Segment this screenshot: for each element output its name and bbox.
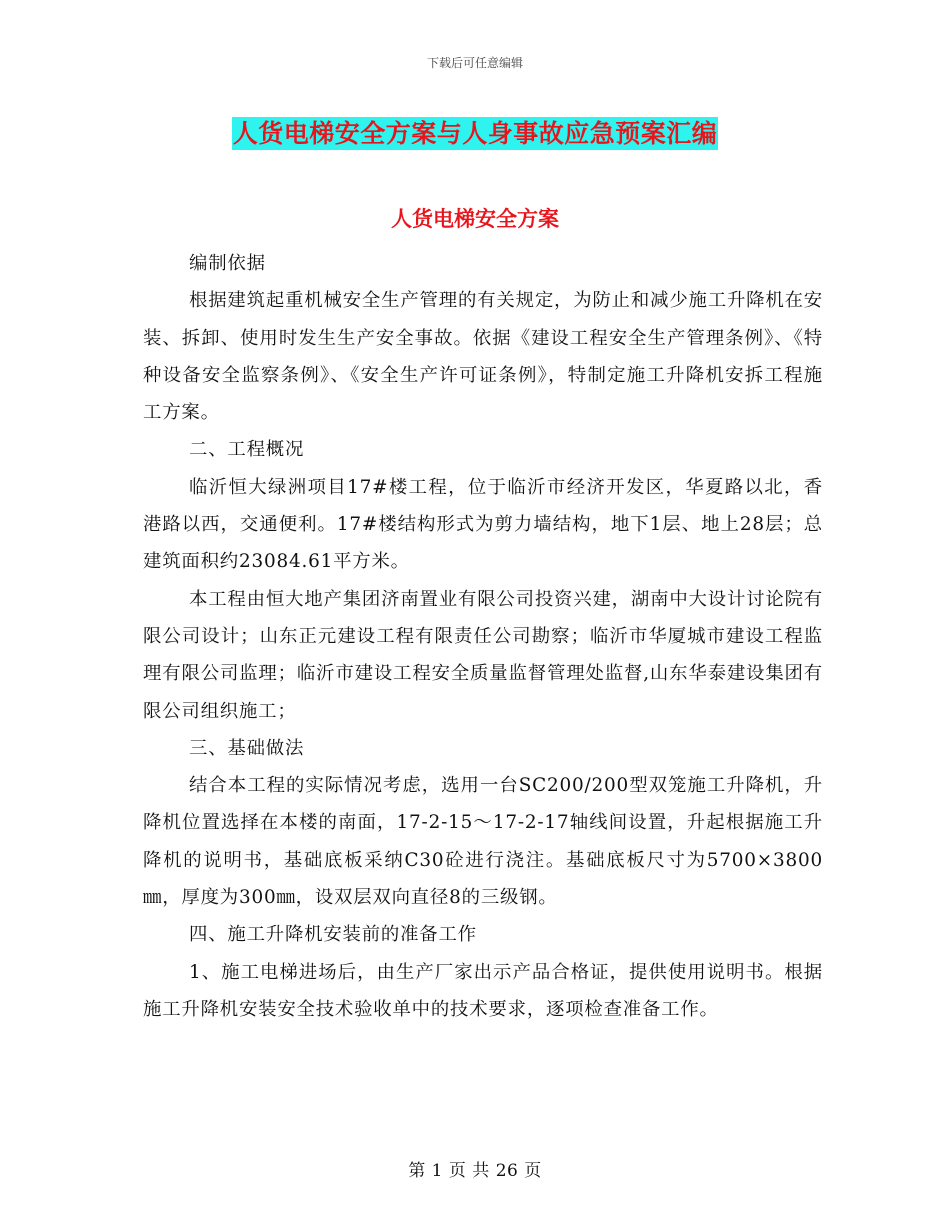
- paragraph-overview-heading: 二、工程概况: [189, 439, 305, 461]
- main-title: [0, 112, 950, 150]
- paragraph-basis-heading: 编制依据: [189, 253, 266, 274]
- paragraph-preparation-heading: 四、施工升降机安装前的准备工作: [189, 924, 477, 946]
- paragraph-parties: 本工程由恒大地产集团济南置业有限公司投资兴建，湖南中大设计讨论院有限公司设计；山东正元建设工程有限责任公司勘察；临沂市华厦城市建设工程监理有限公司监理；临沂市建设工程安全质量监督管理处监督,山东华泰建设集团有限公司组织施工；: [143, 588, 823, 722]
- paragraph-preparation: 1、施工电梯进场后，由生产厂家出示产品合格证，提供使用说明书。根据施工升降机安装安全技术验收单中的技术要求，逐项检查准备工作。: [143, 961, 823, 1020]
- body-text: [143, 245, 823, 1028]
- section-title: 人货电梯安全方案: [391, 207, 559, 231]
- paragraph-overview: 临沂恒大绿洲项目17#楼工程，位于临沂市经济开发区，华夏路以北，香港路以西，交通便利。17#楼结构形式为剪力墙结构，地下1层、地上28层；总建筑面积约23084.61平方米。: [143, 476, 823, 573]
- page-footer: 第 1 页 共 26 页: [408, 1161, 542, 1181]
- paragraph-foundation-heading: 三、基础做法: [189, 737, 305, 759]
- header-note: 下载后可任意编辑: [426, 56, 523, 70]
- paragraph-foundation: 结合本工程的实际情况考虑，选用一台SC200/200型双笼施工升降机，升降机位置选择在本楼的南面，17-2-15～17-2-17轴线间设置，升起根据施工升降机的说明书，基础底板采纳C30砼进行浇注。基础底板尺寸为5700×3800㎜，厚度为300㎜，设双层双向直径8的三级钢。: [143, 775, 823, 909]
- main-title-text: 人货电梯安全方案与人身事故应急预案汇编: [232, 119, 718, 148]
- paragraph-basis: 根据建筑起重机械安全生产管理的有关规定，为防止和减少施工升降机在安装、拆卸、使用时发生生产安全事故。依据《建设工程安全生产管理条例》、《特种设备安全监察条例》、《安全生产许可证条例》，特制定施工升降机安拆工程施工方案。: [143, 290, 823, 424]
